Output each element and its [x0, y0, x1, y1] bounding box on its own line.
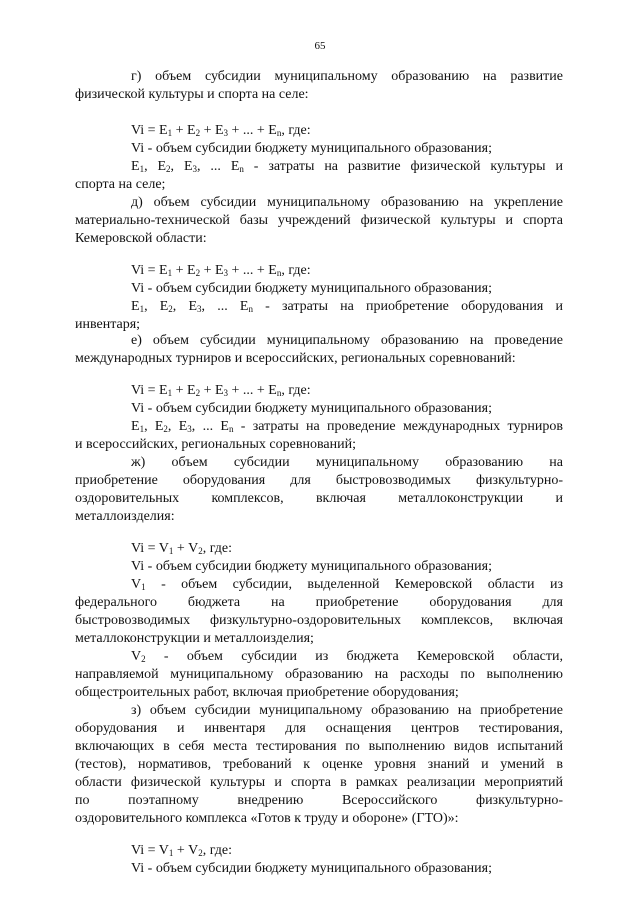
section-e-vi-definition: Vi - объем субсидии бюджету муниципального образования;	[131, 401, 492, 416]
section-d-vi-definition: Vi - объем субсидии бюджету муниципального образования;	[131, 281, 492, 296]
page-number: 65	[314, 40, 326, 52]
section-zh-v1-definition-line-3: быстровозводимых физкультурно-оздоровительных комплексов, включая	[75, 613, 563, 628]
section-g-formula: $Vi = E_1 + E_2 + E_3$ + ... + $E_n$, где:	[131, 123, 311, 138]
section-z-intro-line-4: (тестов), нормативов, требований к оценке уровня знаний и умений в	[75, 757, 563, 772]
section-e-intro-line-2: международных турниров и всероссийских, региональных соревнований:	[75, 351, 516, 366]
section-z-intro-line-7: оздоровительного комплекса «Готов к труду и обороне» (ГТО)»:	[75, 811, 459, 826]
section-d-intro-line-1: д) объем субсидии муниципальному образованию на укрепление	[131, 195, 563, 210]
section-zh-vi-definition: Vi - объем субсидии бюджету муниципального образования;	[131, 559, 492, 574]
section-g-e-definition-line-1: $E_1$, $E_2$, $E_3$, ... $E_n$ - затраты на развитие физической культуры и	[131, 159, 563, 174]
section-zh-formula: $Vi = V_1 + V_2$, где:	[131, 541, 232, 556]
section-g-intro-line-1: г) объем субсидии муниципальному образованию на развитие	[131, 69, 563, 84]
section-z-intro-line-1: з) объем субсидии муниципальному образованию на приобретение	[131, 703, 563, 718]
section-z-vi-definition: Vi - объем субсидии бюджету муниципального образования;	[131, 861, 492, 876]
section-z-intro-line-5: области физической культуры и спорта в рамках реализации мероприятий	[75, 775, 563, 790]
section-g-intro-line-2: физической культуры и спорта на селе:	[75, 87, 309, 102]
section-e-e-definition-line-2: и всероссийских, региональных соревнований;	[75, 437, 356, 452]
section-zh-v1-definition-line-2: федерального бюджета на приобретение оборудования для	[75, 595, 563, 610]
section-zh-intro-line-4: металлоизделия:	[75, 509, 175, 524]
section-e-intro-line-1: е) объем субсидии муниципальному образованию на проведение	[131, 333, 563, 348]
section-zh-intro-line-2: приобретение оборудования для быстровозводимых физкультурно-	[75, 473, 563, 488]
section-z-intro-line-6: по поэтапному внедрению Всероссийского физкультурно-	[75, 793, 563, 808]
section-z-formula: $Vi = V_1 + V_2$, где:	[131, 843, 232, 858]
section-zh-intro-line-3: оздоровительных комплексов, включая металлоконструкции и	[75, 491, 563, 506]
section-e-formula: $Vi = E_1 + E_2 + E_3$ + ... + $E_n$, где:	[131, 383, 311, 398]
section-d-intro-line-2: материально-технической базы учреждений физической культуры и спорта	[75, 213, 563, 228]
section-g-vi-definition: Vi - объем субсидии бюджету муниципального образования;	[131, 141, 492, 156]
section-g-e-definition-line-2: спорта на селе;	[75, 177, 166, 192]
section-d-intro-line-3: Кемеровской области:	[75, 231, 207, 246]
section-d-formula: $Vi = E_1 + E_2 + E_3$ + ... + $E_n$, где:	[131, 263, 311, 278]
section-zh-intro-line-1: ж) объем субсидии муниципальному образованию на	[131, 455, 563, 470]
section-e-e-definition-line-1: $E_1$, $E_2$, $E_3$, ... $E_n$ - затраты на проведение международных турниров	[131, 419, 563, 434]
section-d-e-definition-line-1: $E_1$, $E_2$, $E_3$, ... $E_n$ - затраты на приобретение оборудования и	[131, 299, 563, 314]
section-zh-v2-definition-line-2: направляемой муниципальному образованию на расходы по выполнению	[75, 667, 563, 682]
section-d-e-definition-line-2: инвентаря;	[75, 317, 141, 332]
section-zh-v1-definition-line-1: $V_1$ - объем субсидии, выделенной Кемеровской области из	[131, 577, 563, 592]
section-zh-v1-definition-line-4: металлоконструкции и металлоизделия;	[75, 631, 314, 646]
section-z-intro-line-3: включающих в себя места тестирования по выполнению видов испытаний	[75, 739, 563, 754]
section-zh-v2-definition-line-3: общестроительных работ, включая приобретение оборудования;	[75, 685, 459, 700]
section-z-intro-line-2: оборудования и инвентаря для оснащения центров тестирования,	[75, 721, 563, 736]
section-zh-v2-definition-line-1: $V_2$ - объем субсидии из бюджета Кемеровской области,	[131, 649, 563, 664]
